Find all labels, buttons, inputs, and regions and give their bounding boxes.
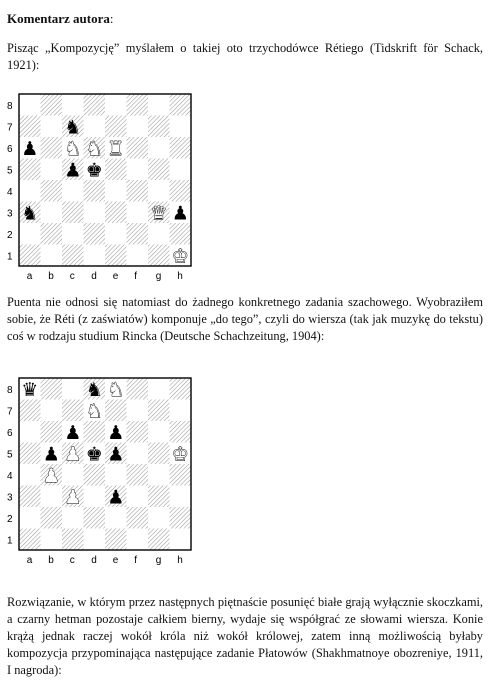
square-h3 <box>170 486 192 508</box>
black-pawn-b5-icon: ♟ <box>42 443 60 466</box>
chess-diagram-1 <box>7 90 197 290</box>
rank-label-7: 7 <box>7 406 13 418</box>
square-h8 <box>170 94 192 116</box>
file-label-d: d <box>91 271 97 282</box>
square-g6 <box>148 137 170 159</box>
square-f2 <box>127 507 149 529</box>
rank-label-4: 4 <box>7 186 13 198</box>
rank-label-3: 3 <box>7 208 13 220</box>
square-a5 <box>19 443 41 465</box>
square-h1 <box>170 529 192 551</box>
square-g5 <box>148 159 170 181</box>
square-b5 <box>41 159 63 181</box>
rank-label-3: 3 <box>7 492 13 504</box>
square-d4 <box>84 180 106 202</box>
white-rook-e6-icon: ♜ <box>107 137 125 160</box>
square-b7 <box>41 400 63 422</box>
square-h2 <box>170 223 192 245</box>
square-c1 <box>62 529 84 551</box>
chessboard-svg-1 <box>7 90 197 290</box>
square-a2 <box>19 507 41 529</box>
square-b1 <box>41 245 63 267</box>
black-king-d5-icon: ♚ <box>85 443 103 466</box>
heading-title: Komentarz autora <box>7 11 110 26</box>
square-a7 <box>19 116 41 138</box>
square-f7 <box>127 400 149 422</box>
white-pawn-b4-icon: ♟ <box>42 464 60 487</box>
black-knight-a3-icon: ♞ <box>21 202 39 225</box>
square-e7 <box>105 116 127 138</box>
square-h6 <box>170 137 192 159</box>
rank-label-1: 1 <box>7 535 13 547</box>
square-d3 <box>84 202 106 224</box>
file-label-e: e <box>112 555 119 566</box>
square-h5 <box>170 159 192 181</box>
square-d7 <box>84 116 106 138</box>
square-h7 <box>170 116 192 138</box>
rank-label-2: 2 <box>7 513 13 525</box>
square-b8 <box>41 94 63 116</box>
comment-heading <box>7 11 114 27</box>
square-f8 <box>127 94 149 116</box>
rank-label-5: 5 <box>7 165 13 177</box>
file-label-e: e <box>112 271 119 282</box>
square-c1 <box>62 245 84 267</box>
square-h2 <box>170 507 192 529</box>
square-a1 <box>19 245 41 267</box>
square-g1 <box>148 529 170 551</box>
square-d8 <box>84 94 106 116</box>
black-knight-c7-icon: ♞ <box>64 116 82 139</box>
square-b6 <box>41 421 63 443</box>
black-pawn-e5-icon: ♟ <box>107 443 125 466</box>
white-knight-d7-icon: ♞ <box>85 400 103 423</box>
square-c8 <box>62 94 84 116</box>
black-pawn-a6-icon: ♟ <box>21 137 39 160</box>
file-label-b: b <box>48 271 54 282</box>
square-d2 <box>84 223 106 245</box>
square-e4 <box>105 464 127 486</box>
paragraph-puenta: Puenta nie odnosi się natomiast do żadnego konkretnego zadania szachowego. Wyobraziłem sobie, że Réti (z zaświatów) komponuje „do tego”, czyli do wiersza (tak jak muzykę do tekstu) coś w rodzaju studium Rincka (Deutsche Schachzeitung, 1904): <box>7 295 483 343</box>
square-e4 <box>105 180 127 202</box>
square-c4 <box>62 464 84 486</box>
square-f2 <box>127 223 149 245</box>
square-g4 <box>148 180 170 202</box>
square-d2 <box>84 507 106 529</box>
white-knight-d6-icon: ♞ <box>85 137 103 160</box>
square-g7 <box>148 400 170 422</box>
chess-diagram-2 <box>7 374 197 574</box>
square-e2 <box>105 507 127 529</box>
file-label-a: a <box>26 271 33 282</box>
rank-label-6: 6 <box>7 427 13 439</box>
square-e1 <box>105 529 127 551</box>
square-c8 <box>62 378 84 400</box>
square-a5 <box>19 159 41 181</box>
white-knight-c6-icon: ♞ <box>64 137 82 160</box>
file-label-h: h <box>177 271 183 282</box>
square-f3 <box>127 202 149 224</box>
paragraph-solution: Rozwiązanie, w którym przez następnych piętnaście posunięć białe grają wyłącznie skoczkami, a czarny hetman pozostaje całkiem bierny, wydaje się współgrać ze słowami wiersza. Konie krążą jednak raczej wokół króla niż wokół królowej, zatem inną możliwością byłaby kompozycja przypominająca następujące zadanie Płatowów (Shakhmatnoye obozreniye, 1911, I nagroda): <box>7 595 483 677</box>
square-g2 <box>148 507 170 529</box>
square-f3 <box>127 486 149 508</box>
rank-label-5: 5 <box>7 449 13 461</box>
rank-label-4: 4 <box>7 470 13 482</box>
rank-label-6: 6 <box>7 143 13 155</box>
black-pawn-c5-icon: ♟ <box>64 159 82 182</box>
square-g5 <box>148 443 170 465</box>
square-f1 <box>127 245 149 267</box>
square-h4 <box>170 180 192 202</box>
rank-label-8: 8 <box>7 384 13 396</box>
rank-label-2: 2 <box>7 229 13 241</box>
square-h6 <box>170 421 192 443</box>
square-g6 <box>148 421 170 443</box>
square-e8 <box>105 94 127 116</box>
square-g8 <box>148 378 170 400</box>
square-g1 <box>148 245 170 267</box>
square-g4 <box>148 464 170 486</box>
square-c7 <box>62 400 84 422</box>
rank-label-7: 7 <box>7 122 13 134</box>
heading-colon: : <box>109 11 114 26</box>
square-d1 <box>84 245 106 267</box>
square-a7 <box>19 400 41 422</box>
square-b3 <box>41 202 63 224</box>
square-a6 <box>19 421 41 443</box>
square-h8 <box>170 378 192 400</box>
white-pawn-c3-icon: ♟ <box>64 486 82 509</box>
file-label-d: d <box>91 555 97 566</box>
black-pawn-c6-icon: ♟ <box>64 421 82 444</box>
square-e2 <box>105 223 127 245</box>
black-king-d5-icon: ♚ <box>85 159 103 182</box>
square-b6 <box>41 137 63 159</box>
square-b4 <box>41 180 63 202</box>
square-a4 <box>19 180 41 202</box>
square-a3 <box>19 486 41 508</box>
square-g7 <box>148 116 170 138</box>
rank-label-1: 1 <box>7 251 13 263</box>
square-a4 <box>19 464 41 486</box>
square-f6 <box>127 137 149 159</box>
square-b2 <box>41 223 63 245</box>
paragraph-intro: Pisząc „Kompozycję” myślałem o takiej oto trzychodówce Rétiego (Tidskrift för Schack, 1921): <box>7 41 483 72</box>
square-e5 <box>105 159 127 181</box>
file-label-g: g <box>155 555 162 566</box>
square-b7 <box>41 116 63 138</box>
square-a2 <box>19 223 41 245</box>
square-e1 <box>105 245 127 267</box>
square-e7 <box>105 400 127 422</box>
black-pawn-h3-icon: ♟ <box>171 202 189 225</box>
white-king-h1-icon: ♚ <box>171 245 189 268</box>
square-d3 <box>84 486 106 508</box>
square-d1 <box>84 529 106 551</box>
file-label-h: h <box>177 555 183 566</box>
square-f5 <box>127 159 149 181</box>
square-f1 <box>127 529 149 551</box>
square-b3 <box>41 486 63 508</box>
square-b1 <box>41 529 63 551</box>
white-knight-e8-icon: ♞ <box>107 378 125 401</box>
square-d4 <box>84 464 106 486</box>
black-pawn-e3-icon: ♟ <box>107 486 125 509</box>
square-b8 <box>41 378 63 400</box>
square-a8 <box>19 94 41 116</box>
black-knight-d8-icon: ♞ <box>85 378 103 401</box>
square-c2 <box>62 223 84 245</box>
square-g2 <box>148 223 170 245</box>
file-label-f: f <box>134 271 138 282</box>
square-e3 <box>105 202 127 224</box>
square-f8 <box>127 378 149 400</box>
square-h4 <box>170 464 192 486</box>
file-label-c: c <box>69 555 75 566</box>
square-c3 <box>62 202 84 224</box>
file-label-a: a <box>26 555 33 566</box>
file-label-c: c <box>69 271 75 282</box>
file-label-b: b <box>48 555 54 566</box>
square-g8 <box>148 94 170 116</box>
square-c2 <box>62 507 84 529</box>
chessboard-svg-2 <box>7 374 197 574</box>
square-c4 <box>62 180 84 202</box>
black-pawn-e6-icon: ♟ <box>107 421 125 444</box>
rank-label-8: 8 <box>7 100 13 112</box>
file-label-g: g <box>155 271 162 282</box>
square-d6 <box>84 421 106 443</box>
white-queen-g3-icon: ♛ <box>150 202 168 225</box>
square-f5 <box>127 443 149 465</box>
white-pawn-c5-icon: ♟ <box>64 443 82 466</box>
file-label-f: f <box>134 555 138 566</box>
square-f7 <box>127 116 149 138</box>
square-h7 <box>170 400 192 422</box>
square-f4 <box>127 464 149 486</box>
white-king-h5-icon: ♚ <box>171 443 189 466</box>
square-g3 <box>148 486 170 508</box>
square-f4 <box>127 180 149 202</box>
square-f6 <box>127 421 149 443</box>
square-b2 <box>41 507 63 529</box>
square-a1 <box>19 529 41 551</box>
black-queen-a8-icon: ♛ <box>21 378 39 401</box>
